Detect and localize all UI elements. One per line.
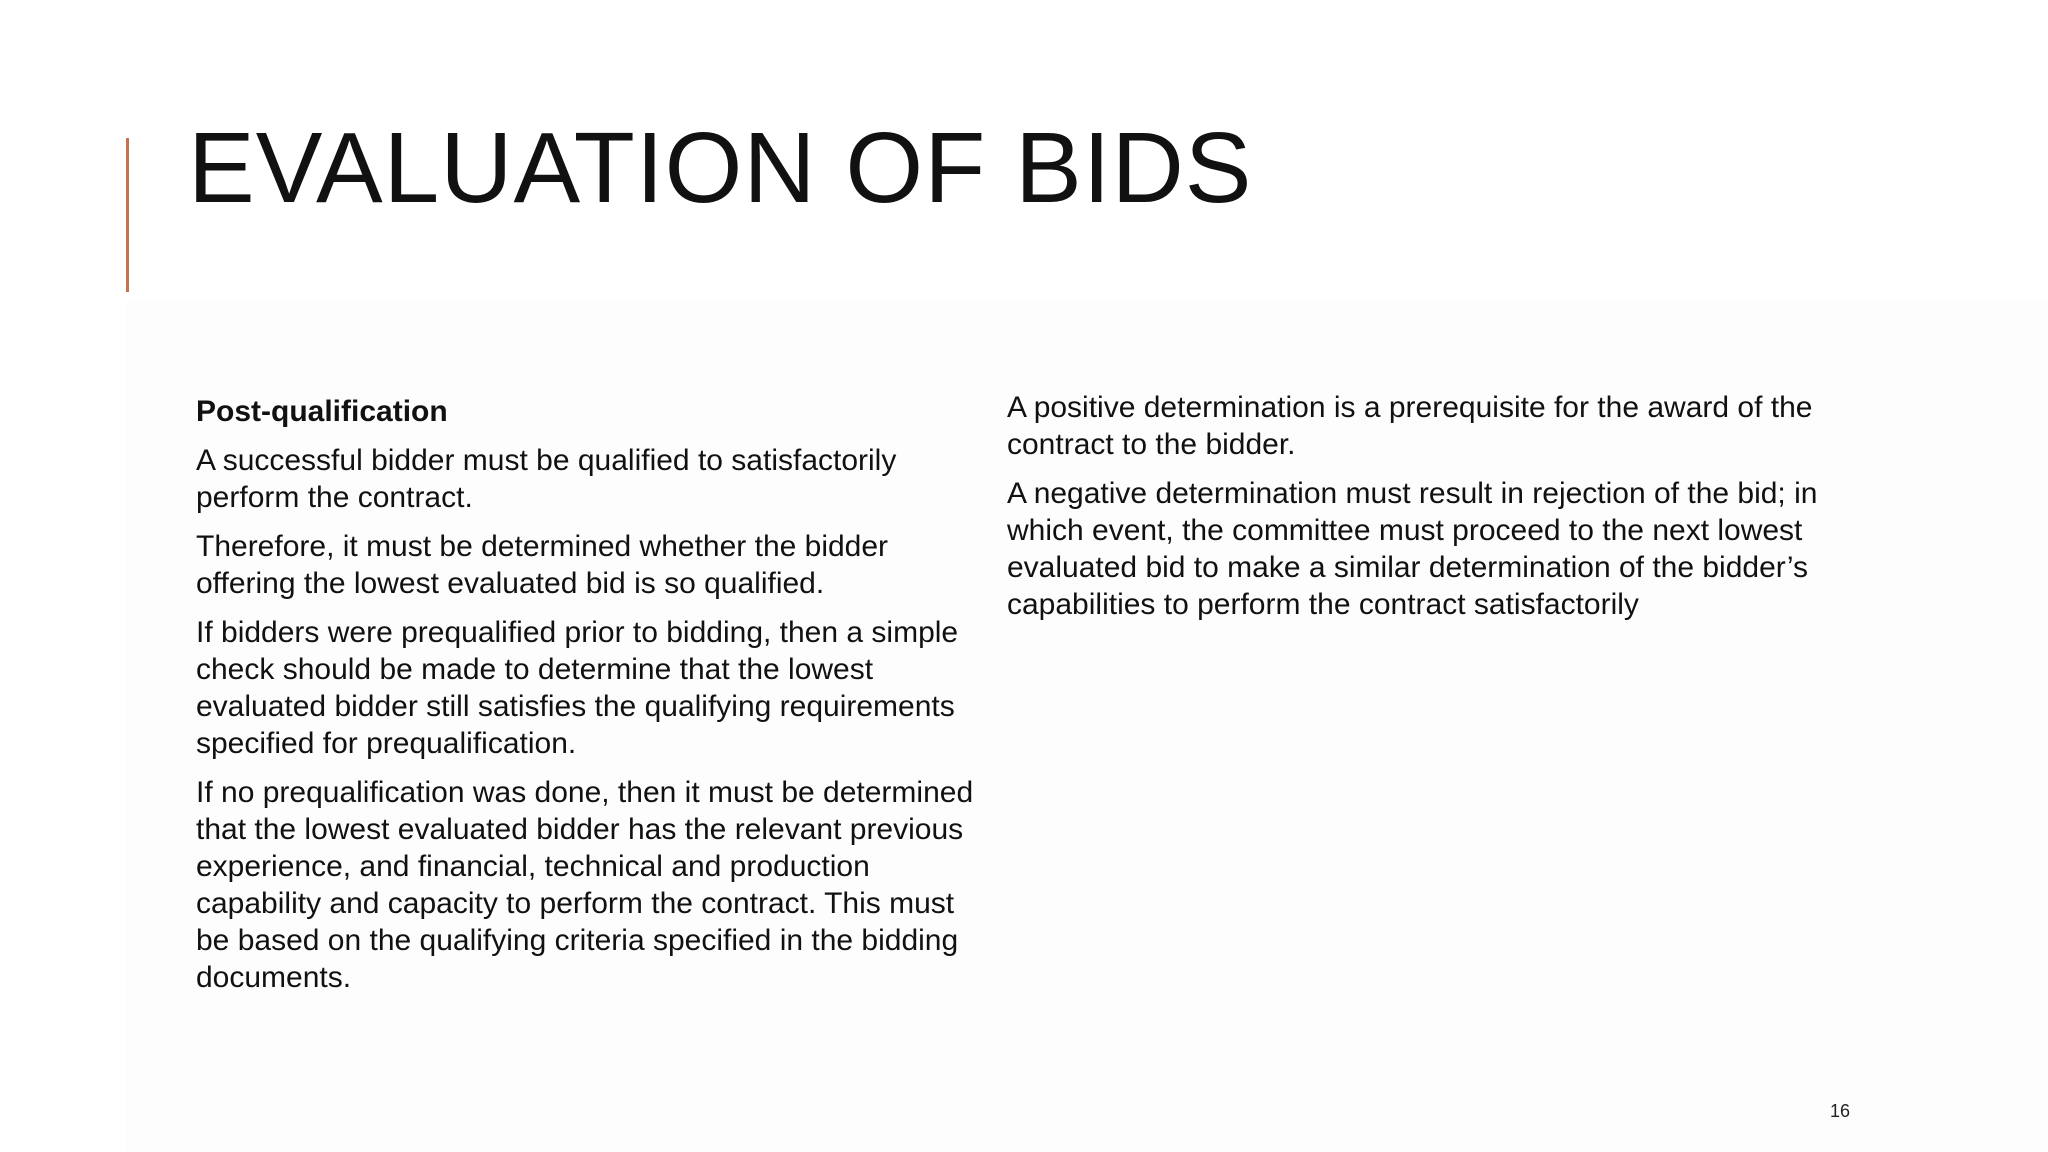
left-paragraph-2: Therefore, it must be determined whether the bidder offering the lowest evaluated bid is so qualified.	[196, 530, 889, 600]
right-paragraph-1: A positive determination is a prerequisite for the award of the contract to the bidder.	[1007, 391, 1813, 461]
right-paragraph-2: A negative determination must result in rejection of the bid; in which event, the committee must proceed to the next lowest evaluated bid to make a similar determination of the bidder’s capabilities to perform the contract satisfactorily	[1007, 477, 1818, 621]
slide-title: EVALUATION OF BIDS	[188, 112, 1253, 224]
left-paragraph-4: If no prequalification was done, then it must be determined that the lowest evaluated bidder has the relevant previous experience, and financial, technical and production capability and capacity to perform the contract. This must be based on the qualifying criteria specified in the bidding documents.	[196, 776, 974, 994]
section-heading: Post-qualification	[196, 395, 448, 428]
title-accent-bar	[126, 138, 129, 292]
left-paragraph-3: If bidders were prequalified prior to bidding, then a simple check should be made to determine that the lowest evaluated bidder still satisfies the qualifying requirements specified for prequalification.	[196, 616, 959, 760]
right-column	[1007, 389, 1837, 635]
left-column	[196, 393, 976, 1008]
left-paragraph-1: A successful bidder must be qualified to satisfactorily perform the contract.	[196, 444, 897, 514]
page-number: 16	[1830, 1101, 1851, 1121]
